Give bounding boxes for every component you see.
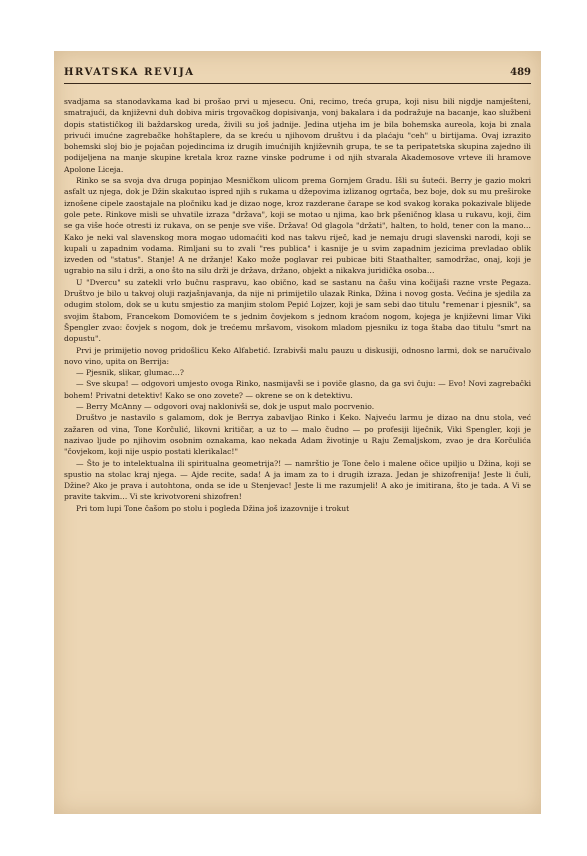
paragraph: Rinko se sa svoja dva druga popinjao Mesničkom ulicom prema Gornjem Gradu. Išli su šuteći. Berry je gazio mokri asfalt uz njega, dok je Džin skakutao ispred njih s rukama u džepovima izlizanog ogrtača, bez boje, dok su mu preširoke iznošene cipele zaostajale na pločniku kad je dizao noge, kroz razderane čarape se kod svakog koraka pokazivale blijede gole pete. Rinkove misli se uhvatile izraza "država", koji se motao u njima, kao brk pšeničnog klasa u rukavu, koji, čim se ga više hoće otresti iz rukava, on se penje sve više. Država! Od glagola "držati", halten, to hold, tener con la mano… Kako je neki val slavenskog mora mogao udomaćiti kod nas takvu riječ, kad je nemaju drugi slavenski narodi, koji se kupali u zapadnim vodama. Rimljani su to zvali "res publica" i kasnije je u svim zapadnim jezicima prevladao oblik izveden od "status". Stanje! A ne držanje! Kako može poglavar rei pubicae biti Staathalter, samodržac, onaj, koji je ugrabio na silu i drži, a ono što na silu drži je država, držano, objekt a nikakva juridička osoba…: [64, 176, 531, 276]
book-page: [54, 51, 541, 814]
paragraph: Društvo je nastavilo s galamom, dok je Berrya zabavljao Rinko i Keko. Najveću larmu je dizao na dnu stola, već zažaren od vina, Tone Korčulić, likovni kritičar, a uz to — malo čudno — po profesiji liječnik, Viki Spengler, koji je nazivao ljude po njihovim osobnim oznakama, kao nekada Adam životinje u Raju Zemaljskom, zvao je dra Korčulića "čovjekom, koji nije uspio postati klerikalac!": [64, 413, 531, 457]
dialogue-line: — Što je to intelektualna ili spiritualna geometrija?! — namrštio je Tone čelo i malene očice upiljio u Džina, koji se spustio na stolac kraj njega. — Ajde recite, sada! A ja imam za to i drugih izraza. Jedan je shizofrenija! Jeste li čuli, Džine? Ako je prava i autohtona, onda se ide u Stenjevac! Jeste li me razumjeli! A ako je imitirana, što je tada. A Vi se pravite takvim… Vi ste krivotvoreni shizofren!: [64, 458, 531, 502]
body-text: [64, 96, 531, 514]
paragraph: Pri tom lupi Tone čašom po stolu i pogleda Džina još izazovnije i trokut: [76, 503, 350, 513]
dialogue-line: — Sve skupa! — odgovori umjesto ovoga Rinko, nasmijavši se i povičе glasno, da ga svi čuju: — Evo! Novi zagrebački bohem! Privatni detektiv! Kako se ono zovete? — okrene se on k detektivu.: [64, 379, 531, 400]
paragraph: svadjama sa stanodavkama kad bi prošao prvi u mjesecu. Oni, recimo, treća grupa, koji nisu bili nigdje namješteni, smatrajući, da književni duh dobiva miris trgovačkog dopisivanja, vonj bakalara i da podražuje na bacanje, kao službeni dopis statističkog ili baždarskog ureda, živili su još jadnije. Jedina utjeha im je bila bohemska aureola, koja bi znala privući imućne zagrebačke hohštaplere, da se kreću u njihovom društvu i da plaćaju "ceh" u birtijama. Ovaj izrazito bohemski sloj bio je pojačan pojedincima iz drugih imućnijih književnih grupa, te se ta peripatetska skupina zajedno ili podijeljena na manje skupine kretala kroz razne vinske podrume i od njih stvarala Akademosove vrteve ili hramove Apolone Liceja.: [64, 97, 531, 174]
header-rule: [64, 83, 531, 84]
journal-title: HRVATSKA REVIJA: [64, 67, 195, 78]
dialogue-line: — Pjesnik, slikar, glumac…?: [76, 368, 184, 378]
paragraph: U "Dvercu" su zatekli vrlo bučnu raspravu, kao obično, kad se sastanu na čašu vina kočijaši razne vrste Pegaza. Društvo je bilo u takvoj oluji razjašnjavanja, da nije ni primijetilo ulazak Rinka, Džina i novog gosta. Većina je sjedila za odugim stolom, dok se u kutu smjestio za manjim stolom Pepić Lojzer, koji je sam sebi dao titulu "remenar i pjesnik", sa svojim štabom, Francekom Domovićem te s jednim čovjekom s jednom kraćom nogom, kojega je književni limar Viki Špengler zvao: čovjek s nogom, dok je trećemu mršavom, visokom mladom pjesniku iz toga štaba dao titulu "smrt na dopustu".: [64, 277, 531, 344]
dialogue-line: — Berry McAnny — odgovori ovaj naklonivši se, dok je usput malo pocrvenio.: [76, 402, 375, 412]
paragraph: Prvi je primijetio novog pridošlicu Keko Alfabetić. Izrabivši malu pauzu u diskusiji, odnosno larmi, dok se naručivalo novo vino, upita on Berrija:: [64, 345, 531, 366]
running-header: [64, 67, 531, 81]
page-number: 489: [510, 67, 531, 78]
